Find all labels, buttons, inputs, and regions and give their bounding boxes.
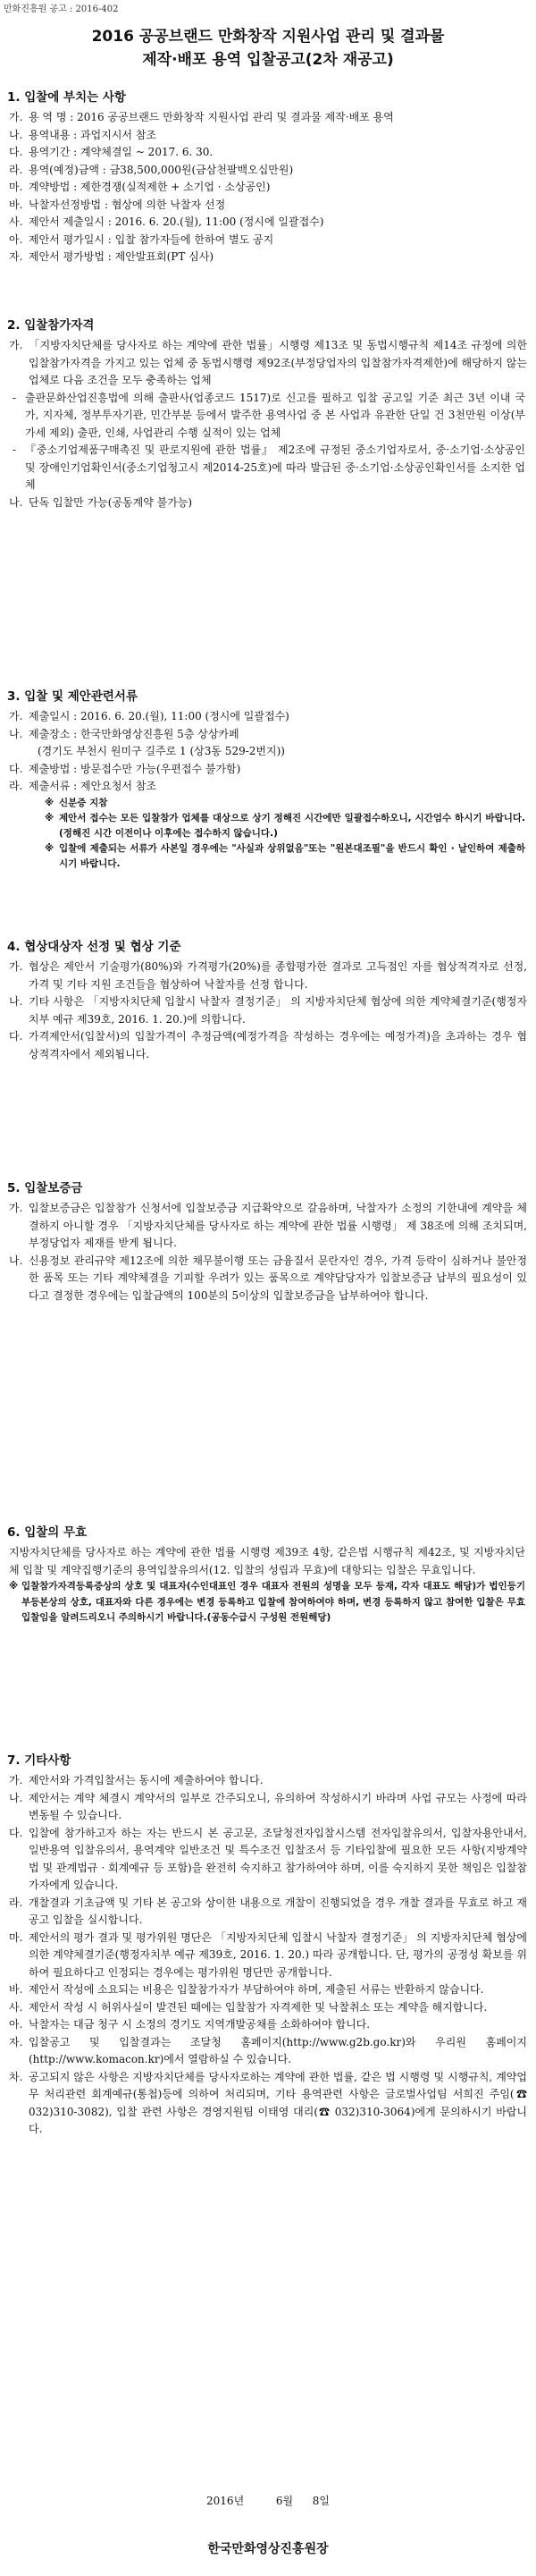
list-item: 다. 가격제안서(입찰서)의 입찰가격이 추정금액(예정가격을 작성하는 경우에는 예정가격)을 초과하는 경우 협상적격자에서 제외됩니다.: [9, 1030, 527, 1060]
list-item: 차. 공고되지 않은 사항은 지방자치단체를 당사자로하는 계약에 관한 법률, 같은 법 시행령 및 시행규칙, 계약업무 처리관련 회계예규(통첩)등에 의하여 처리되며, 기타 용역관련 사항은 글로벌사업팀 서희진 주임(☎ 032)310-3082), 입찰 관련 사항은 경영지원팀 이태영 대리(☎ 032)310-3064)에게 문의하시기 바랍니다.: [9, 2070, 527, 2135]
list-item: 나. 신용정보 관리규약 제12조에 의한 채무불이행 또는 금융질서 문란자인 경우, 가격 등락이 심하거나 불안정한 품목 또는 기타 계약체결을 기피할 우려가 있는 품목으로 계약담당자가 입찰보증금 납부의 필요성이 있다고 결정한 경우에는 입찰금액의 100분의 5이상의 입찰보증금을 납부하여야 합니다.: [9, 1254, 527, 1302]
title-line-1: 2016 공공브랜드 만화창작 지원사업 관리 및 결과물: [91, 28, 445, 46]
list-item: 나. 기타 사항은 「지방자치단체 입찰시 낙찰자 결정기준」 의 지방자치단체 협상에 의한 계약체결기준(행정자치부 예규 제39호, 2016. 1. 20.)에 의합니다.: [9, 995, 527, 1026]
submission-address: (경기도 부천시 원미구 길주로 1 (상3동 529-2번지)): [38, 745, 285, 757]
section-heading: 7. 기타사항: [7, 1753, 71, 1768]
section-other-matters: [0, 1753, 536, 2139]
list-item: 바. 낙찰자선정방법 : 협상에 의한 낙찰자 선정: [9, 198, 226, 211]
section-heading: 6. 입찰의 무효: [7, 1525, 88, 1540]
list-item: 라. 용역(예정)금액 : 금38,500,000원(금삼천팔백오십만원): [9, 163, 294, 176]
list-item: 가. 입찰보증금은 입찰참가 신청서에 입찰보증금 지급확약으로 갈음하며, 낙찰자가 소정의 기한내에 계약을 체결하지 아니할 경우 「지방자치단체를 당사자로 하는 계약에 관한 법률 시행령」 제 38조에 의해 조치되며, 부정당업자 제재를 받게 됩니다.: [9, 1202, 527, 1249]
section-submission-documents: [0, 688, 536, 872]
section-negotiation-criteria: [0, 939, 536, 1063]
list-item: 마. 제안서의 평가 결과 및 평가위원 명단은 「지방자치단체 입찰시 낙찰자 결정기준」 의 지방자치단체 협상에 의한 계약체결기준(행정자치부 예규 제39호, 2016. 1. 20.) 따라 공개합니다. 단, 평가의 공정성 확보를 위하여 필요하다고 인정되는 경우에는 평가위원 명단만 공개합니다.: [9, 1930, 527, 1979]
sub-bullet: - 출판문화산업진흥법에 의해 출판사(업종코드 1517)로 신고를 필하고 입찰 공고일 기준 최근 3년 이내 국가, 지자체, 정부투자기관, 민간부분 등에서 발주한 용역사업 중 본 사업과 유관한 단일 건 3천만원 이상(부가세 제외) 출판, 인쇄, 사업관리 수행 실적이 있는 업체: [13, 391, 525, 439]
note: ※ 신분증 지참: [45, 797, 108, 808]
note: ※ 제안서 접수는 모든 입찰참가 업체를 대상으로 상기 정해진 시간에만 일괄접수하오니, 시간엄수 하시기 바랍니다.(정해진 시간 이전이나 이후에는 접수하지 않습니다.): [45, 812, 525, 839]
note: ※ 입찰에 제출되는 서류가 사본일 경우에는 "사실과 상위없음"또는 "원본대조필"을 반드시 확인 · 날인하여 제출하시기 바랍니다.: [45, 842, 525, 869]
list-item: 아. 제안서 평가일시 : 입찰 참가자들에 한하여 별도 공지: [9, 232, 274, 246]
list-item: 라. 개찰결과 기초금액 및 기타 본 공고와 상이한 내용으로 개찰이 진행되었을 경우 개찰 결과를 무효로 하고 재공고 입찰을 실시합니다.: [9, 1896, 527, 1926]
date-day: 8일: [312, 2495, 330, 2507]
list-item: 나. 제출장소 : 한국만화영상진흥원 5층 상상카페: [9, 727, 239, 740]
list-item: 바. 제안서 작성에 소요되는 비용은 입찰참가자가 부담하여야 하며, 제출된 서류는 반환하지 않습니다.: [9, 1983, 484, 1996]
section-heading: 5. 입찰보증금: [7, 1181, 83, 1195]
note: ※ 입찰참가자격등록증상의 상호 및 대표자(수인대표인 경우 대표자 전원의 성명을 모두 등재, 각자 대표도 해당)가 법인등기부등본상의 상호, 대표자와 다른 경우에는 변경 등록하고 입찰에 참여하여야 하며, 변경 등록하지 않고 참여한 입찰은 무효입찰임을 알려드리오니 주의하시기 바랍니다.(공동수급시 구성원 전원해당): [9, 1581, 525, 1623]
date-year: 2016년: [206, 2495, 245, 2507]
list-item: 사. 제안서 제출일시 : 2016. 6. 20.(월), 11:00 (정시에 일괄접수): [9, 215, 324, 228]
invalid-bid-paragraph: 지방자치단체를 당사자로 하는 계약에 관한 법률 시행령 제39조 4항, 같은법 시행규칙 제42조, 및 지방자치단체 입찰 및 계약집행기준의 용역입찰유의서(12. 입찰의 성립과 무효)에 대항되는 입찰은 무효입니다.: [9, 1546, 525, 1576]
section-heading: 4. 협상대상자 선정 및 협상 기준: [7, 940, 181, 954]
list-item: 아. 낙찰자는 대금 청구 시 소정의 경기도 지역개발공채를 소화하여야 합니다.: [9, 2018, 371, 2031]
section-bidding-items: [0, 89, 536, 266]
section-bid-bond: [0, 1180, 536, 1305]
sub-bullet: - 『중소기업제품구매촉진 및 판로지원에 관한 법률』 제2조에 규정된 중소기업자로서, 중·소기업·소상공인 및 장애인기업확인서(중소기업청고시 제2014-25호)에 따라 발급된 중·소기업·소상공인확인서를 소지한 업체: [13, 443, 525, 491]
announcement-date: [0, 2493, 536, 2508]
list-item: 자. 입찰공고 및 입찰결과는 조달청 홈페이지(http://www.g2b.go.kr)와 우리원 홈페이지(http://www.komacon.kr)에서 열람하실 수 있습니다.: [9, 2035, 527, 2065]
section-heading: 2. 입찰참가자격: [7, 318, 95, 333]
list-item: 마. 계약방법 : 제한경쟁(실적제한 + 소기업 · 소상공인): [9, 181, 271, 193]
title-line-2: 제작·배포 용역 입찰공고(2차 재공고): [142, 51, 394, 69]
list-item: 가. 제출일시 : 2016. 6. 20.(월), 11:00 (정시에 일괄접수): [9, 710, 289, 722]
document-number: 만화진흥원 공고 : 2016-402: [4, 4, 119, 14]
list-item: 가. 제안서와 가격입찰서는 동시에 제출하여야 합니다.: [9, 1774, 264, 1786]
list-item: 나. 용역내용 : 과업지시서 참조: [9, 128, 156, 141]
section-heading: 1. 입찰에 부치는 사항: [7, 90, 126, 105]
list-item: 사. 제안서 작성 시 허위사실이 발견된 때에는 입찰참가 자격제한 및 낙찰취소 또는 계약을 해지합니다.: [9, 2000, 488, 2014]
section-invalid-bids: [0, 1524, 536, 1626]
list-item: 다. 용역기간 : 계약체결일 ~ 2017. 6. 30.: [9, 146, 214, 158]
section-eligibility: [0, 317, 536, 511]
list-item: 가. 협상은 제안서 기술평가(80%)와 가격평가(20%)를 종합평가한 결과로 고득점인 자를 협상적격자로 선정, 가격 및 기타 지원 조건들을 협상하여 낙찰자를 선정 합니다.: [9, 960, 527, 991]
list-item: 나. 제안서는 계약 체결시 계약서의 일부로 간주되오니, 유의하여 작성하시기 바라며 사업 규모는 사정에 따라 변동될 수 있습니다.: [9, 1791, 527, 1821]
list-item: 자. 제안서 평가방법 : 제안발표회(PT 심사): [9, 250, 214, 263]
list-item: 가. 「지방자치단체를 당사자로 하는 계약에 관한 법률」시행령 제13조 및 동법시행규칙 제14조 규정에 의한 입찰참가자격을 가지고 있는 업체 중 동법시행령 제92조(부정당업자의 입찰참가자격제한)에 해당하지 않는 업체로 다음 조건을 모두 충족하는 업체: [9, 339, 527, 386]
issuer-name: 한국만화영상진흥원장: [207, 2542, 329, 2556]
date-month: 6월: [275, 2495, 294, 2507]
list-item: 라. 제출서류 : 제안요청서 참조: [9, 780, 156, 792]
list-item: 다. 제출방법 : 방문접수만 가능(우편접수 불가함): [9, 762, 241, 775]
list-item: 가. 용 역 명 : 2016 공공브랜드 만화창작 지원사업 관리 및 결과물 제작·배포 용역: [9, 111, 394, 123]
list-item: 다. 입찰에 참가하고자 하는 자는 반드시 본 공고문, 조달청전자입찰시스템 전자입찰유의서, 입찰자용안내서, 일반용역 입찰유의서, 용역계약 일반조건 및 특수조건 입찰조서 등 기타입찰에 필요한 모든 사항(지방계약법 및 관계법규 · 회계예규 등 포함)을 완전히 숙지하고 참가하여야 하며, 이를 숙지하지 못한 책임은 입찰참가자에게 있습니다.: [9, 1826, 527, 1891]
document-title: [0, 25, 536, 72]
list-item: 나. 단독 입찰만 가능(공동계약 불가능): [9, 495, 193, 509]
section-heading: 3. 입찰 및 제안관련서류: [7, 689, 138, 704]
